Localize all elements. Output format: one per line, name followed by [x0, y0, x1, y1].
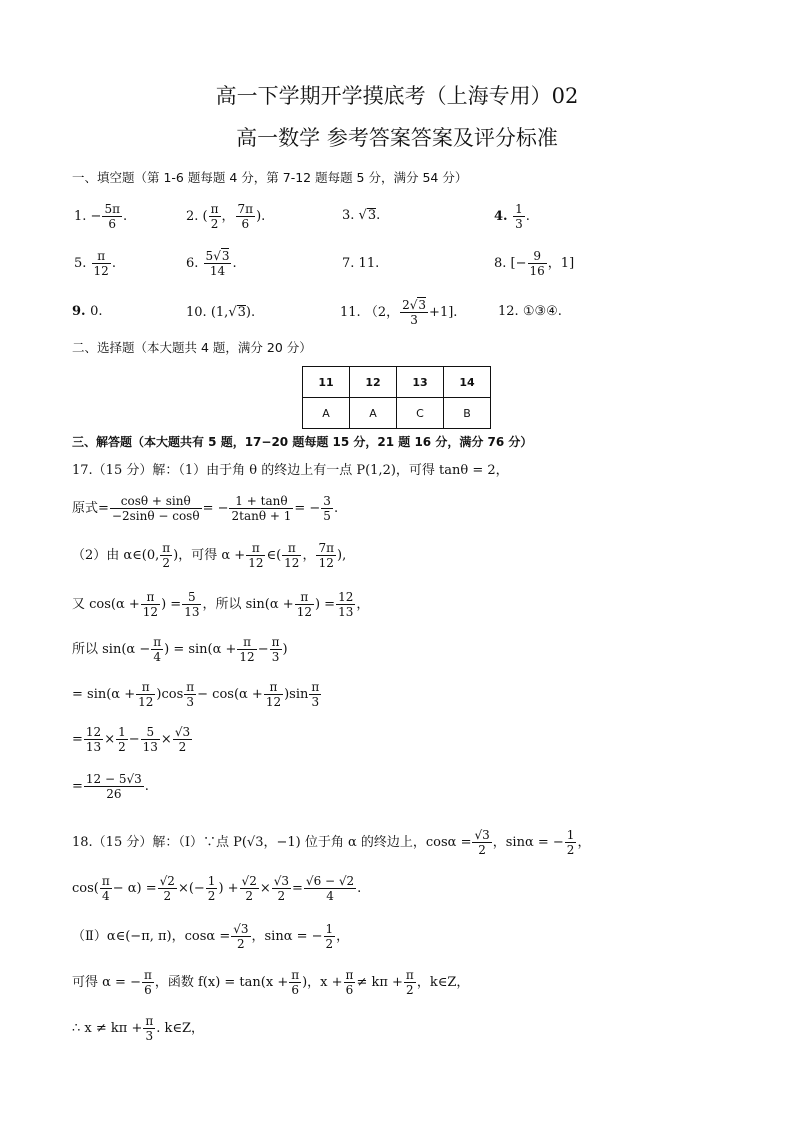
- denominator: 2tanθ + 1: [231, 509, 292, 523]
- sqrt-radicand: 3: [418, 298, 427, 312]
- text: 18.（15 分）解：（Ⅰ）∵点 P(√3，−1) 位于角 α 的终边上，cosα =: [72, 835, 472, 850]
- answer-num: 3.: [342, 207, 355, 223]
- answer-pre: （2，: [364, 305, 400, 320]
- answer-7: [342, 257, 379, 270]
- fraction: [151, 635, 163, 664]
- numerator: π: [291, 968, 300, 982]
- numerator: 1: [325, 922, 334, 936]
- text: )cos: [156, 687, 184, 702]
- text: ∈(: [266, 548, 282, 563]
- q18-line3: [72, 922, 349, 951]
- fraction: [282, 541, 301, 570]
- numerator: 12: [85, 725, 102, 739]
- text: . k∈Z，: [156, 1021, 205, 1036]
- answer-12: [498, 305, 562, 318]
- denominator: 2: [478, 843, 486, 857]
- fraction: [240, 874, 259, 903]
- answer-3: 3. √ 3 .: [342, 207, 381, 223]
- answer-post: .: [525, 209, 530, 224]
- section2-heading: 二、选择题（本大题共 4 题，满分 20 分）: [72, 340, 312, 355]
- numerator: π: [295, 590, 314, 605]
- fraction: [229, 494, 293, 523]
- numerator: π: [264, 680, 283, 695]
- coefficient: 5: [205, 249, 214, 263]
- denominator: 12: [138, 695, 154, 709]
- answer-pre: [−: [510, 256, 527, 271]
- answer-post: .: [98, 304, 103, 319]
- answer-1: [74, 202, 127, 231]
- denominator: 3: [271, 650, 280, 664]
- numerator: 5√3: [205, 249, 230, 263]
- answer-post: .: [557, 304, 562, 319]
- q18-line5: [72, 1014, 204, 1043]
- page-subtitle: 高一数学 参考答案答案及评分标准: [236, 126, 558, 150]
- denominator: 13: [184, 605, 200, 619]
- fraction: [270, 635, 282, 664]
- numerator: π: [282, 541, 301, 556]
- text: .: [333, 501, 339, 516]
- denominator: 2: [566, 843, 575, 857]
- text: ×: [259, 881, 271, 896]
- denominator: 13: [338, 605, 354, 619]
- denominator: 4: [101, 889, 110, 903]
- denominator: 2: [325, 937, 334, 951]
- numerator: 1: [207, 874, 216, 888]
- denominator: 16: [529, 264, 545, 278]
- table-header-cell: 12: [350, 367, 397, 398]
- text: ，所以 sin(α +: [202, 597, 294, 612]
- fraction: [100, 874, 112, 903]
- q18-line1: [72, 828, 590, 857]
- denominator: 14: [209, 264, 226, 278]
- answer-num: 7.: [342, 256, 355, 271]
- numerator: √3: [273, 874, 290, 888]
- denominator: 4: [153, 650, 161, 664]
- numerator: √3: [233, 922, 249, 936]
- fraction: [92, 249, 111, 278]
- denominator: 5: [323, 509, 331, 523]
- denominator: 2: [178, 740, 187, 754]
- fraction: [160, 541, 172, 570]
- q17-line2: [72, 541, 346, 570]
- fraction: [209, 202, 221, 231]
- answer-10: 10. (1, √ 3 ).: [186, 304, 256, 320]
- q17-line7: [72, 772, 149, 801]
- text: ，函数 f(x) = tan(x +: [154, 975, 289, 990]
- table-header-cell: 13: [397, 367, 444, 398]
- numerator: 1: [118, 725, 126, 739]
- denominator: −2sinθ − cosθ: [111, 509, 200, 523]
- q17-intro: 17.（15 分）解：（1）由于角 θ 的终边上有一点 P(1,2)，可得 tanθ = 2，: [72, 463, 509, 478]
- text: ，: [356, 597, 370, 612]
- numerator: π: [162, 541, 171, 555]
- answer-4: [494, 202, 530, 231]
- numerator: 7π: [318, 541, 334, 555]
- coefficient: 2: [402, 298, 410, 312]
- text: −: [128, 732, 140, 747]
- numerator: 5: [182, 590, 201, 605]
- text: ),: [337, 548, 347, 563]
- numerator: 9: [528, 249, 547, 264]
- text: ∴ x ≠ kπ +: [72, 1021, 143, 1036]
- table-cell: A: [350, 398, 397, 429]
- numerator: π: [136, 680, 155, 695]
- numerator: 1: [515, 202, 523, 216]
- answer-post: +1].: [429, 305, 458, 320]
- numerator: 5π: [104, 202, 120, 216]
- answer-num: 4.: [494, 209, 508, 224]
- fraction: [136, 680, 155, 709]
- numerator: π: [101, 874, 110, 888]
- answer-11: [340, 298, 457, 327]
- fraction: [231, 922, 250, 951]
- text: 又 cos(α +: [72, 597, 140, 612]
- numerator: π: [271, 635, 280, 649]
- answer-5: [74, 249, 116, 278]
- numerator: 1 + tanθ: [229, 494, 293, 509]
- fraction: [336, 590, 355, 619]
- fraction: [116, 725, 128, 754]
- text: .: [357, 881, 362, 896]
- text: ，k∈Z，: [416, 975, 470, 990]
- fraction: [204, 249, 232, 278]
- text: ≠ kπ +: [356, 975, 403, 990]
- text: − cos(α +: [197, 687, 263, 702]
- text: =: [72, 732, 83, 747]
- denominator: 3: [311, 695, 320, 709]
- fraction: [472, 828, 491, 857]
- answer-num: 8.: [494, 256, 507, 271]
- text: ，: [577, 835, 591, 850]
- denominator: 12: [296, 605, 312, 619]
- text: ) = sin(α +: [164, 642, 237, 657]
- numerator: π: [141, 590, 160, 605]
- answer-num: 2.: [186, 209, 199, 224]
- denominator: 2: [406, 983, 414, 997]
- text: = −: [202, 501, 229, 516]
- denominator: 12: [93, 264, 109, 278]
- text: − α) =: [112, 881, 157, 896]
- text: = sin(α +: [72, 687, 136, 702]
- denominator: 3: [515, 217, 523, 231]
- text: = −: [294, 501, 321, 516]
- answer-pre: −: [90, 209, 102, 224]
- choice-answer-table: [302, 366, 491, 429]
- numerator: 3: [323, 494, 331, 508]
- denominator: 2: [162, 556, 171, 570]
- numerator: cosθ + sinθ: [110, 494, 202, 509]
- answer-post: .: [375, 256, 380, 271]
- denominator: 6: [241, 217, 250, 231]
- fraction: [102, 202, 122, 231]
- answer-num: 5.: [74, 256, 87, 271]
- text: ，sinα = −: [251, 929, 323, 944]
- denominator: 6: [144, 983, 152, 997]
- fraction: [295, 590, 314, 619]
- answer-post: .: [376, 207, 381, 223]
- denominator: 2: [210, 217, 219, 231]
- denominator: 3: [410, 313, 418, 327]
- q18-line4: [72, 968, 469, 997]
- numerator: 1: [566, 828, 575, 842]
- text: ): [282, 642, 288, 657]
- denominator: 2: [118, 740, 126, 754]
- fraction: [309, 680, 321, 709]
- text: )sin: [284, 687, 309, 702]
- text: ) =: [314, 597, 336, 612]
- numerator: √6 − √2: [305, 874, 355, 888]
- numerator: 2√3: [402, 298, 427, 312]
- q18-line2: [72, 874, 361, 903]
- numerator: π: [145, 1014, 154, 1028]
- answer-6: [186, 249, 237, 278]
- answer-9: [72, 305, 103, 318]
- fraction: [237, 635, 256, 664]
- denominator: 3: [186, 695, 195, 709]
- answer-pre: (: [202, 209, 208, 224]
- text: ，: [336, 929, 350, 944]
- numerator: π: [311, 680, 320, 694]
- q17-line5: [72, 680, 322, 709]
- denominator: 3: [145, 1029, 154, 1043]
- fraction: [158, 874, 177, 903]
- numerator: 12 − 5√3: [85, 772, 142, 786]
- numerator: √2: [241, 874, 257, 888]
- page-title: 高一下学期开学摸底考（上海专用）02: [215, 84, 579, 108]
- q17-line6: [72, 725, 193, 754]
- text: ) +: [218, 881, 239, 896]
- denominator: 12: [318, 556, 334, 570]
- numerator: 7π: [237, 202, 254, 216]
- answer-value: 11: [358, 256, 376, 271]
- numerator: π: [143, 968, 152, 982]
- answer-value: ①③④: [522, 304, 558, 319]
- denominator: 2: [245, 889, 253, 903]
- fraction: [528, 249, 547, 278]
- text: ，sinα = −: [492, 835, 564, 850]
- numerator: 5: [141, 725, 160, 740]
- numerator: π: [210, 202, 219, 216]
- table-header-cell: 14: [444, 367, 491, 398]
- fraction: [316, 541, 336, 570]
- fraction: [142, 968, 154, 997]
- fraction: [141, 725, 160, 754]
- denominator: 26: [106, 787, 122, 801]
- fraction: [246, 541, 265, 570]
- fraction: [182, 590, 201, 619]
- answer-2: 2. ( $\frac{\pi}{2}$ ， $\frac{7\pi}{6}$ ).: [186, 202, 266, 231]
- table-header-cell: 11: [303, 367, 350, 398]
- answer-post: .: [122, 209, 128, 224]
- answer-num: 6.: [186, 256, 199, 271]
- fraction: [84, 725, 103, 754]
- denominator: 13: [85, 740, 102, 754]
- answer-num: 12.: [498, 304, 519, 319]
- fraction: [272, 874, 291, 903]
- denominator: 12: [248, 556, 264, 570]
- denominator: 12: [284, 556, 300, 570]
- fraction: [344, 968, 356, 997]
- fraction: [110, 494, 202, 523]
- answer-num: 11.: [340, 305, 361, 320]
- fraction: [141, 590, 160, 619]
- fraction: [264, 680, 283, 709]
- text: ) =: [161, 597, 182, 612]
- text: ，: [302, 548, 316, 563]
- fraction: [236, 202, 256, 231]
- fraction: [289, 968, 301, 997]
- denominator: 6: [108, 217, 117, 231]
- numerator: π: [92, 249, 111, 264]
- denominator: 2: [277, 889, 286, 903]
- q17-line4: [72, 635, 288, 664]
- fraction: [513, 202, 525, 231]
- sqrt-radicand: 3: [367, 208, 377, 223]
- answer-num: 9.: [72, 304, 86, 319]
- fraction: [404, 968, 416, 997]
- text: )，x +: [302, 975, 343, 990]
- numerator: π: [186, 680, 195, 694]
- denominator: 13: [142, 740, 158, 754]
- table-cell: B: [444, 398, 491, 429]
- fraction: [321, 494, 333, 523]
- answer-post: ，1]: [547, 256, 575, 271]
- answer-post: .: [232, 256, 237, 271]
- table-cell: C: [397, 398, 444, 429]
- denominator: 2: [163, 889, 172, 903]
- numerator: √3: [474, 828, 490, 842]
- denominator: 4: [326, 889, 334, 903]
- section1-heading: 一、填空题（第 1-6 题每题 4 分，第 7-12 题每题 5 分，满分 54 分）: [72, 170, 468, 185]
- fraction: [84, 772, 144, 801]
- denominator: 6: [291, 983, 299, 997]
- text: （Ⅱ）α∈(−π, π)，cosα =: [72, 929, 231, 944]
- q17-line1: [72, 494, 338, 523]
- answer-value: 0: [90, 304, 99, 319]
- text: cos(: [72, 881, 99, 896]
- sqrt-radicand: 3: [221, 249, 230, 263]
- text: .: [144, 779, 149, 794]
- answer-post: ).: [245, 304, 256, 320]
- numerator: π: [153, 635, 162, 649]
- sqrt-radicand: 3: [237, 305, 246, 320]
- answer-num: 1.: [74, 209, 87, 224]
- text: )，可得 α +: [173, 548, 246, 563]
- numerator: √3: [174, 725, 191, 739]
- text: 原式=: [72, 501, 109, 516]
- fraction: [184, 680, 196, 709]
- text: =: [72, 779, 83, 794]
- text: ×: [104, 732, 116, 747]
- fraction: [143, 1014, 155, 1043]
- text: 所以 sin(α −: [72, 642, 151, 657]
- text: −: [257, 642, 269, 657]
- table-cell: A: [303, 398, 350, 429]
- denominator: 12: [265, 695, 282, 709]
- text: ×: [160, 732, 172, 747]
- denominator: 12: [239, 650, 255, 664]
- numerator: π: [405, 968, 414, 982]
- numerator: √2: [159, 874, 175, 888]
- denominator: 2: [207, 889, 216, 903]
- denominator: 6: [345, 983, 354, 997]
- text: ×(−: [177, 881, 205, 896]
- numerator: π: [237, 635, 256, 650]
- answer-8: [494, 249, 574, 278]
- fraction: [206, 874, 218, 903]
- denominator: 2: [237, 937, 245, 951]
- numerator: π: [345, 968, 354, 982]
- numerator: 12: [338, 590, 354, 604]
- denominator: 12: [142, 605, 159, 619]
- answer-num: 10.: [186, 304, 207, 320]
- fraction: [304, 874, 356, 903]
- fraction: [400, 298, 428, 327]
- text: 可得 α = −: [72, 975, 141, 990]
- answer-pre: (1,: [210, 304, 229, 320]
- fraction: [324, 922, 336, 951]
- text: =: [292, 881, 303, 896]
- answer-post: .: [111, 256, 116, 271]
- fraction: [565, 828, 577, 857]
- q17-line3: [72, 590, 369, 619]
- fraction: [173, 725, 192, 754]
- answer-post: ).: [256, 209, 266, 224]
- text: （2）由 α∈(0,: [72, 548, 160, 563]
- section3-heading: 三、解答题（本大题共有 5 题，17−20 题每题 15 分，21 题 16 分，满分 76 分）: [72, 435, 533, 449]
- numerator: π: [246, 541, 265, 556]
